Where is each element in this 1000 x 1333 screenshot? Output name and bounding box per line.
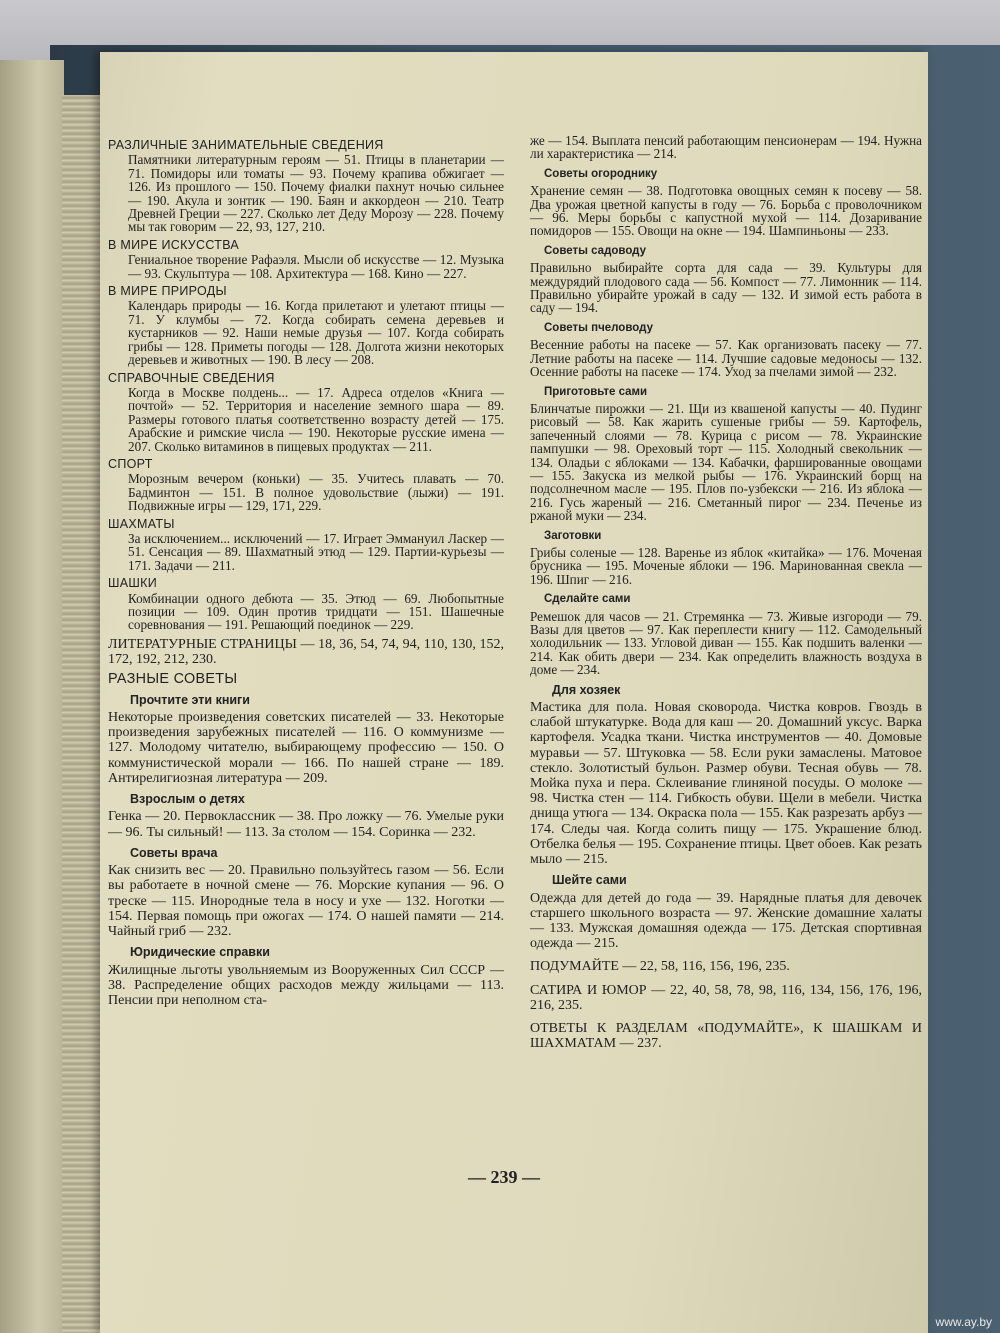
- watermark: www.ay.by: [935, 1315, 992, 1329]
- section: [108, 458, 504, 513]
- subsection-text: Одежда для детей до года — 39. Нарядные платья для девочек старшего школьного возраста — 97. Женские домашние халаты — 133. Мужская домашняя одежда — 175. Детская спортивная одежда — 215.: [530, 890, 922, 952]
- subsection-text: Мастика для пола. Новая сковорода. Чистка ковров. Гвоздь в слабой штукатурке. Вода для каш — 20. Домашний уксус. Варка картофеля. Усадка ткани. Чистка инструментов — 40. Домовые муравьи — 57. Штуковка — 58. Если руки замаслены. Матовое стекло. Золотистый бульон. Размер обуви. Тесная обувь — 78. Мойка пуха и пера. Склеивание глиняной посуды. О молоке — 98. Чистка стен — 114. Гибкость обуви. Щели в мебели. Чистка днища утюга — 134. Окраска пола — 155. Как разрезать арбуз — 174. Следы чая. Когда солить пищу — 175. Украшение блюд. Отбелка белья — 195. Сохранение птицы. Цвет обоев. Как резать мыло — 215.: [530, 700, 922, 868]
- left-page-edge: [0, 60, 64, 1333]
- section-heading: ШАХМАТЫ: [108, 516, 175, 531]
- section-text: Комбинации одного дебюта — 35. Этюд — 69. Любопытные позиции — 109. Один против тридцати — 151. Шашечные соревнования — 191. Решающий поединок — 229.: [128, 590, 504, 633]
- subsection-heading: Советы пчеловоду: [544, 321, 653, 334]
- book-page: [100, 52, 928, 1333]
- subsection-heading: Юридические справки: [130, 945, 270, 960]
- subsection-heading: Приготовьте сами: [544, 385, 648, 398]
- subsection-text: Некоторые произведения советских писателей — 33. Некоторые произведения зарубежных писателей — 116. О коммунизме — 127. Молодому читателю, выбирающему профессию — 150. О коммунистической морали — 166. По нашей стране — 189. Антирелигиозная литература — 209.: [108, 710, 504, 786]
- subsection: [108, 946, 504, 1008]
- subsection: [530, 322, 922, 379]
- subsection-text: Как снизить вес — 20. Правильно пользуйтесь газом — 56. Если вы работаете в ночной смене — 76. Морские купания — 96. О треске — 115. Инородные тела в носу и ухе — 132. Ноготки — 154. Первая помощь при ожогах — 174. О нашей памяти — 214. Чайный гриб — 232.: [108, 863, 504, 940]
- section: [108, 577, 504, 632]
- section-heading: В МИРЕ ПРИРОДЫ: [108, 284, 227, 299]
- advice-heading: РАЗНЫЕ СОВЕТЫ: [108, 671, 238, 688]
- think-entry: ПОДУМАЙТЕ — 22, 58, 116, 156, 196, 235.: [530, 959, 790, 975]
- section-heading: В МИРЕ ИСКУССТВА: [108, 237, 240, 252]
- literary-pages: ЛИТЕРАТУРНЫЕ СТРАНИЦЫ — 18, 36, 54, 74, 94, 110, 130, 152, 172, 192, 212, 230.: [108, 636, 504, 668]
- satire-entry: САТИРА И ЮМОР — 22, 40, 58, 78, 98, 116, 134, 156, 176, 196, 216, 235.: [530, 982, 922, 1013]
- subsection-heading: Заготовки: [544, 529, 602, 542]
- subsection-heading: Шейте сами: [552, 873, 627, 888]
- subsection-text: Блинчатые пирожки — 21. Щи из квашеной капусты — 40. Пудинг рисовый — 58. Как жарить сушеные грибы — 59. Картофель, запеченный слоями — 78. Курица с рисом — 78. Украинские пампушки — 98. Ореховый торт — 115. Холодный свекольник — 134. Оладьи с яблоками — 134. Кабачки, фаршированные овощами — 155. Закуска из мелкой рыбы — 176. Украинский борщ на подсолнечном масле — 195. Плов по-узбекски — 216. Из яблока — 216. Гусь жареный — 216. Сметанный пирог — 234. Печенье из ржаной муки — 234.: [530, 400, 922, 524]
- section-text: Календарь природы — 16. Когда прилетают и улетают птицы — 71. У клумбы — 72. Когда собирать семена деревьев и кустарников — 92. Наши немые друзья — 107. Когда собирать грибы — 128. Приметы погоды — 128. Долгота жизни некоторых деревьев и животных — 190. В лесу — 208.: [128, 298, 504, 368]
- subsection: [530, 530, 922, 587]
- subsection-text: Генка — 20. Первоклассник — 38. Про ложку — 76. Умелые руки — 96. Ты сильный! — 113. За столом — 154. Соринка — 232.: [108, 809, 504, 840]
- lower-right-sections: [530, 684, 922, 1052]
- subsection-text: Весенние работы на пасеке — 57. Как организовать пасеку — 77. Летние работы на пасеке — 114. Лучшие садовые медоносы — 132. Осенние работы на пасеке — 174. Уход за пчелами зимой — 232.: [530, 337, 922, 380]
- section-heading: ШАШКИ: [108, 576, 158, 591]
- section: [108, 372, 504, 453]
- subsection-heading: Советы садоводу: [544, 244, 647, 257]
- subsection-text: Грибы соленые — 128. Варенье из яблок «китайка» — 176. Моченая брусника — 195. Моченые яблоки — 196. Маринованная свекла — 196. Шпиг — 216.: [530, 544, 922, 587]
- subsection: [108, 793, 504, 840]
- section: [108, 139, 504, 234]
- subsection: [530, 168, 922, 238]
- subsection-text: Ремешок для часов — 21. Стремянка — 73. Живые изгороди — 79. Вазы для цветов — 97. Как переплести книгу — 112. Самодельный холодильник — 133. Угловой диван — 155. Как подшить валенки — 214. Как обить двери — 234. Как определить влажность воздуха в доме — 234.: [530, 608, 922, 678]
- subsection: [108, 847, 504, 939]
- book-spine: [62, 95, 104, 1333]
- subsection: [530, 593, 922, 676]
- left-column: [108, 134, 504, 1008]
- section-text: Морозным вечером (коньки) — 35. Учитесь плавать — 70. Бадминтон — 151. В полное удовольствие (лыжи) — 191. Подвижные игры — 129, 171, 229.: [128, 471, 504, 514]
- continued-text: же — 154. Выплата пенсий работающим пенсионерам — 194. Нужна ли характеристика — 214.: [530, 133, 922, 162]
- section: [108, 518, 504, 573]
- section: [108, 285, 504, 366]
- page-number: — 239 —: [468, 1167, 540, 1187]
- subsection: [530, 386, 922, 523]
- subsection-text: Хранение семян — 38. Подготовка овощных семян к посеву — 58. Два урожая цветной капусты в году — 76. Борьба с проволочником — 96. Меры борьбы с капустной мухой — 114. Дозаривание помидоров — 155. Овощи на окне — 194. Шампиньоны — 233.: [530, 183, 922, 239]
- subsection-heading: Советы врача: [130, 845, 218, 860]
- right-column: [530, 134, 922, 1052]
- section-heading: РАЗЛИЧНЫЕ ЗАНИМАТЕЛЬНЫЕ СВЕДЕНИЯ: [108, 138, 384, 152]
- section-text: Гениальное творение Рафаэля. Мысли об искусстве — 12. Музыка — 93. Скульптура — 108. Архитектура — 168. Кино — 227.: [128, 252, 504, 281]
- subsection-text: Жилищные льготы увольняемым из Вооруженных Сил СССР — 38. Распределение общих расходов между жильцами — 113. Пенсии при неполном ста-: [108, 962, 504, 1009]
- section-text: За исключением... исключений — 17. Играет Эммануил Ласкер — 51. Сенсация — 89. Шахматный этюд — 129. Партии-курьезы — 171. Задачи — 211.: [128, 530, 504, 573]
- section: [108, 239, 504, 280]
- subsection-heading: Для хозяек: [552, 682, 621, 697]
- section-text: Памятники литературным героям — 51. Птицы в планетарии — 71. Помидоры или томаты — 93. Почему крапива обжигает — 126. Из прошлого — 150. Почему фиалки пахнут ночью сильнее — 190. Акула и зонтик — 190. Баян и аккордеон — 210. Театр Древней Греции — 227. Сколько лет Деду Морозу — 228. Почему мы так говорим — 22, 93, 127, 210.: [128, 152, 504, 235]
- answers-entry: ОТВЕТЫ К РАЗДЕЛАМ «ПОДУМАЙТЕ», К ШАШКАМ И ШАХМАТАМ — 237.: [530, 1021, 922, 1052]
- section-heading: СПРАВОЧНЫЕ СВЕДЕНИЯ: [108, 370, 275, 385]
- subsection: [530, 684, 922, 868]
- lower-left-sections: [108, 637, 504, 1008]
- subsection-heading: Прочтите эти книги: [130, 692, 250, 707]
- subsection: [108, 694, 504, 786]
- subsection-heading: Взрослым о детях: [130, 792, 245, 807]
- section-text: Когда в Москве полдень... — 17. Адреса отделов «Книга — почтой» — 52. Территория и население земного шара — 89. Размеры готового платья соответственно возрасту детей — 175. Арабские и римские числа — 190. Некоторые русские имена — 207. Сколько витаминов в пищевых продуктах — 211.: [128, 384, 504, 454]
- subsection: [530, 874, 922, 951]
- subsection: [530, 245, 922, 315]
- section-heading: СПОРТ: [108, 456, 153, 471]
- subsection-heading: Советы огороднику: [544, 167, 658, 180]
- subsection-text: Правильно выбирайте сорта для сада — 39. Культуры для междурядий плодового сада — 56. Компост — 77. Лимонник — 114. Правильно убирайте урожай в саду — 132. И зимой есть работа в саду — 194.: [530, 260, 922, 316]
- subsection-heading: Сделайте сами: [544, 593, 631, 606]
